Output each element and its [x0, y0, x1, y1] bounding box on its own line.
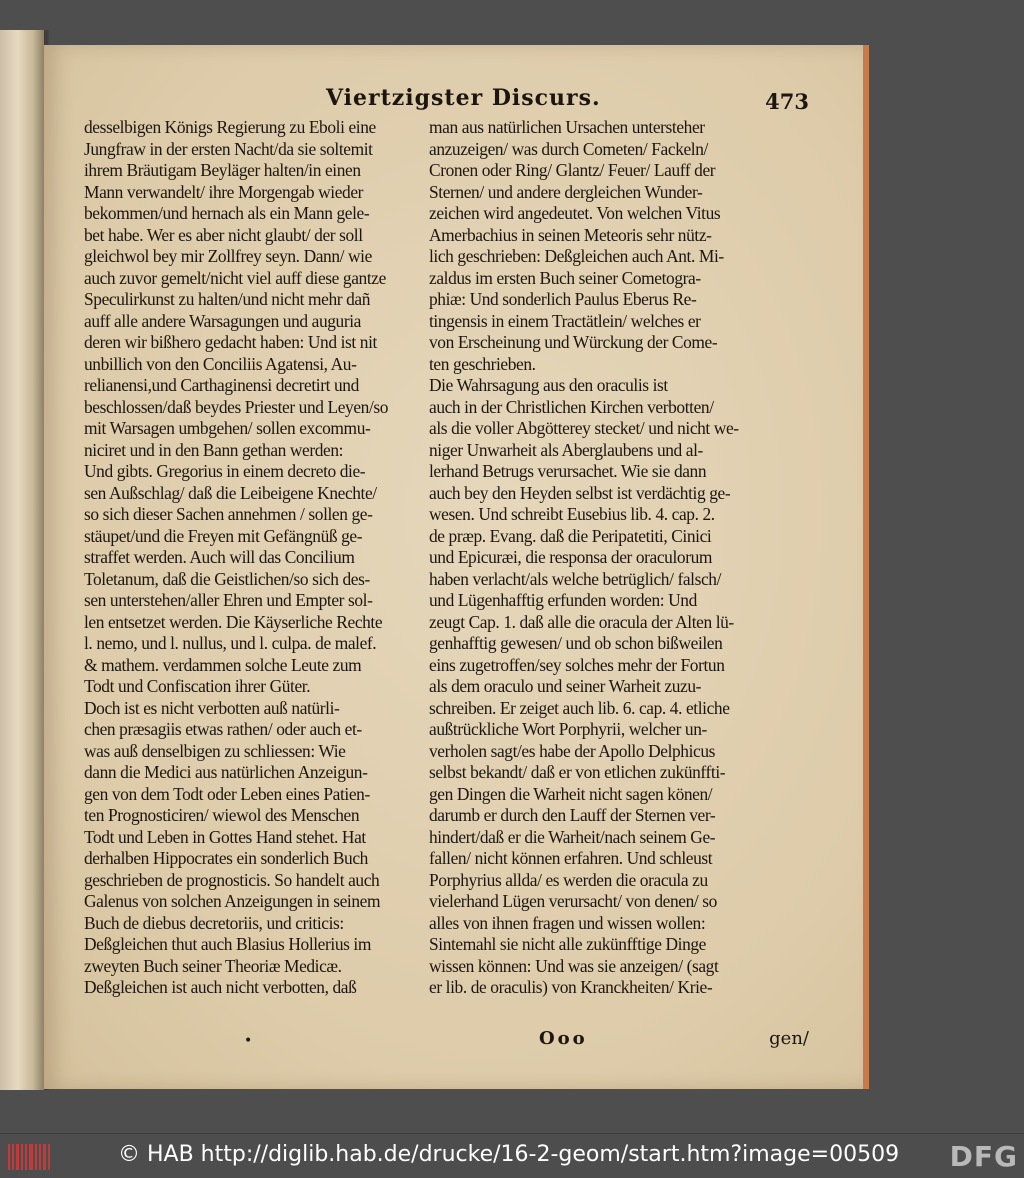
text-line: und Epicuræi, die responsa der oraculorum	[429, 547, 713, 567]
text-line: alles von ihnen fragen und wissen wollen:	[429, 912, 706, 933]
text-line: wissen können: Und was sie anzeigen/ (sagt	[429, 955, 719, 976]
text-line: & mathem. verdammen solche Leute zum	[84, 654, 362, 675]
text-line: de præp. Evang. daß die Peripatetiti, Cinici	[429, 525, 712, 546]
text-line: Deßgleichen thut auch Blasius Hollerius im	[84, 934, 371, 954]
text-line: wesen. Und schreibt Eusebius lib. 4. cap. 2.	[429, 504, 715, 524]
text-line: zaldus im ersten Buch seiner Cometogra-	[429, 267, 701, 288]
facing-page-edge	[0, 30, 46, 1090]
text-line: ten geschrieben.	[429, 353, 536, 374]
barcode-bar	[43, 1144, 46, 1170]
text-line: zweyten Buch seiner Theoriæ Medicæ.	[84, 955, 342, 976]
text-line: Sternen/ und andere dergleichen Wunder-	[429, 181, 703, 202]
page-footer	[429, 1028, 809, 1052]
text-line: Die Wahrsagung aus den oraculis ist	[429, 375, 668, 395]
text-line: Porphyrius allda/ es werden die oracula zu	[429, 869, 708, 890]
text-line: l. nemo, und l. nullus, und l. culpa. de malef.	[84, 633, 377, 653]
text-line: außtrückliche Wort Porphyrii, welcher un-	[429, 719, 707, 739]
copyright-url[interactable]: © HAB http://diglib.hab.de/drucke/16-2-geom/start.htm?image=00509	[118, 1142, 900, 1167]
text-line: vielerhand Lügen verursacht/ von denen/ so	[429, 891, 717, 911]
barcode-bar	[25, 1144, 27, 1170]
text-line: Sintemahl sie nicht alle zukünfftige Dinge	[429, 934, 706, 954]
text-line: und Lügenhafftig erfunden worden: Und	[429, 590, 697, 610]
text-line: dann die Medici aus natürlichen Anzeigun-	[84, 762, 368, 782]
barcode-bar	[16, 1144, 19, 1170]
running-title: Viertzigster Discurs.	[326, 85, 601, 111]
left-text-column	[84, 117, 439, 999]
text-line: Doch ist es nicht verbotten auß natürli-	[84, 697, 340, 718]
text-line: len entsetzet werden. Die Käyserliche Rechte	[84, 611, 383, 632]
text-line: darumb er durch den Lauff der Sternen ver-	[429, 805, 716, 825]
page-text-block	[84, 83, 809, 1073]
text-line: bet habe. Wer es aber nicht glaubt/ der soll	[84, 224, 363, 245]
text-line: geschrieben de prognosticis. So handelt auch	[84, 869, 380, 890]
text-line: Galenus von solchen Anzeigungen in seinem	[84, 891, 381, 911]
barcode-bar	[8, 1144, 10, 1170]
text-line: ten Prognosticiren/ wiewol des Menschen	[84, 805, 360, 825]
right-text-column	[429, 117, 809, 999]
text-line: auch in der Christlichen Kirchen verbotten/	[429, 396, 714, 417]
barcode-bar	[12, 1144, 14, 1170]
barcode-bar	[21, 1144, 23, 1170]
barcode-bar	[48, 1144, 50, 1170]
page-header	[84, 83, 809, 119]
text-line: desselbigen Königs Regierung zu Eboli eine	[84, 117, 376, 137]
text-line: zeugt Cap. 1. daß alle die oracula der Alten lü-	[429, 611, 734, 632]
text-line: selbst bekandt/ daß er von etlichen zukünffti-	[429, 762, 726, 782]
text-line: hindert/daß er die Warheit/nach seinem Ge-	[429, 826, 716, 847]
text-line: eins zugetroffen/sey solches mehr der Fortun	[429, 654, 725, 675]
text-line: haben verlacht/als welche betrüglich/ falsch/	[429, 568, 722, 589]
text-line: sen Außschlag/ daß die Leibeigene Knechte/	[84, 482, 377, 503]
text-line: Buch de diebus decretoriis, und criticis:	[84, 912, 344, 933]
text-line: mit Warsagen umbgehen/ sollen excommu-	[84, 418, 371, 438]
text-line: auch bey den Heyden selbst ist verdächtig ge-	[429, 482, 731, 503]
text-line: von Erscheinung und Würckung der Come-	[429, 332, 718, 352]
text-line: er lib. de oraculis) von Kranckheiten/ Krie-	[429, 977, 713, 997]
text-line: man aus natürlichen Ursachen untersteher	[429, 117, 705, 137]
text-line: stäupet/und die Freyen mit Gefängnüß ge-	[84, 525, 363, 546]
text-line: Jungfraw in der ersten Nacht/da sie soltemit	[84, 138, 373, 159]
text-line: niger Unwarheit als Aberglaubens und al-	[429, 439, 703, 460]
text-line: phiæ: Und sonderlich Paulus Eberus Re-	[429, 289, 697, 309]
barcode-icon	[8, 1144, 50, 1170]
text-line: genhafftig gewesen/ und ob schon bißweilen	[429, 633, 723, 653]
barcode-bar	[39, 1144, 41, 1170]
viewer-footer-bar	[0, 1133, 1024, 1178]
catchword: gen/	[769, 1028, 809, 1049]
text-line: als die voller Abgötterey stecket/ und nicht we-	[429, 418, 739, 438]
text-line: chen præsagiis etwas rathen/ oder auch et-	[84, 719, 362, 739]
text-line: unbillich von den Conciliis Agatensi, Au-	[84, 353, 357, 374]
text-line: auch zuvor gemelt/nicht viel auff diese gantze	[84, 267, 386, 288]
text-line: fallen/ nicht können erfahren. Und schleust	[429, 848, 713, 868]
text-line: Todt und Confiscation ihrer Güter.	[84, 676, 311, 696]
text-line: Deßgleichen ist auch nicht verbotten, daß	[84, 977, 357, 997]
text-line: zeichen wird angedeutet. Von welchen Vitus	[429, 203, 721, 223]
text-line: ihrem Bräutigam Beyläger halten/in einen	[84, 160, 361, 180]
text-line: Toletanum, daß die Geistlichen/so sich des-	[84, 568, 370, 589]
text-line: auff alle andere Warsagungen und auguria	[84, 310, 361, 331]
text-line: lich geschrieben: Deßgleichen auch Ant. Mi-	[429, 246, 724, 266]
text-line: relianensi,und Carthaginensi decretirt und	[84, 375, 359, 395]
text-line: Mann verwandelt/ ihre Morgengab wieder	[84, 181, 364, 202]
text-line: Amerbachius in seinen Meteoris sehr nütz-	[429, 224, 712, 245]
text-line: Todt und Leben in Gottes Hand stehet. Hat	[84, 826, 366, 847]
text-line: derhalben Hippocrates ein sonderlich Buch	[84, 848, 368, 868]
text-line: was auß denselbigen zu schliessen: Wie	[84, 740, 346, 761]
text-line: gen von dem Todt oder Leben eines Patien-	[84, 783, 370, 804]
page-number: 473	[765, 89, 809, 114]
text-line: als dem oraculo und seiner Warheit zuzu-	[429, 676, 702, 696]
book-page	[44, 45, 869, 1089]
text-line: straffet werden. Auch will das Concilium	[84, 547, 355, 567]
ink-dot: •	[244, 1033, 253, 1049]
barcode-bar	[35, 1144, 37, 1170]
text-line: schreiben. Er zeiget auch lib. 6. cap. 4. etliche	[429, 697, 730, 718]
text-line: verholen sagt/es habe der Apollo Delphicus	[429, 740, 716, 761]
text-line: anzuzeigen/ was durch Cometen/ Fackeln/	[429, 138, 708, 159]
text-line: Und gibts. Gregorius in einem decreto die-	[84, 461, 366, 481]
signature-mark: Ooo	[539, 1028, 588, 1049]
text-line: lerhand Betrugs verursachet. Wie sie dann	[429, 461, 707, 481]
text-line: Cronen oder Ring/ Glantz/ Feuer/ Lauff der	[429, 160, 716, 180]
text-line: so sich dieser Sachen annehmen / sollen ge-	[84, 504, 373, 524]
text-line: sen unterstehen/aller Ehren und Empter sol-	[84, 590, 373, 610]
text-line: gen Dingen die Warheit nicht sagen könen/	[429, 783, 713, 804]
text-line: beschlossen/daß beydes Priester und Leyen/so	[84, 396, 389, 417]
barcode-bar	[29, 1144, 33, 1170]
text-line: tingensis in einem Tractätlein/ welches er	[429, 310, 701, 331]
text-line: niciret und in den Bann gethan werden:	[84, 439, 344, 460]
text-line: deren wir bißhero gedacht haben: Und ist nit	[84, 332, 377, 352]
text-line: gleichwol bey mir Zollfrey seyn. Dann/ wie	[84, 246, 372, 266]
dfg-logo: DFG	[949, 1140, 1018, 1173]
text-line: bekommen/und hernach als ein Mann gele-	[84, 203, 370, 223]
text-line: Speculirkunst zu halten/und nicht mehr dañ	[84, 289, 371, 309]
